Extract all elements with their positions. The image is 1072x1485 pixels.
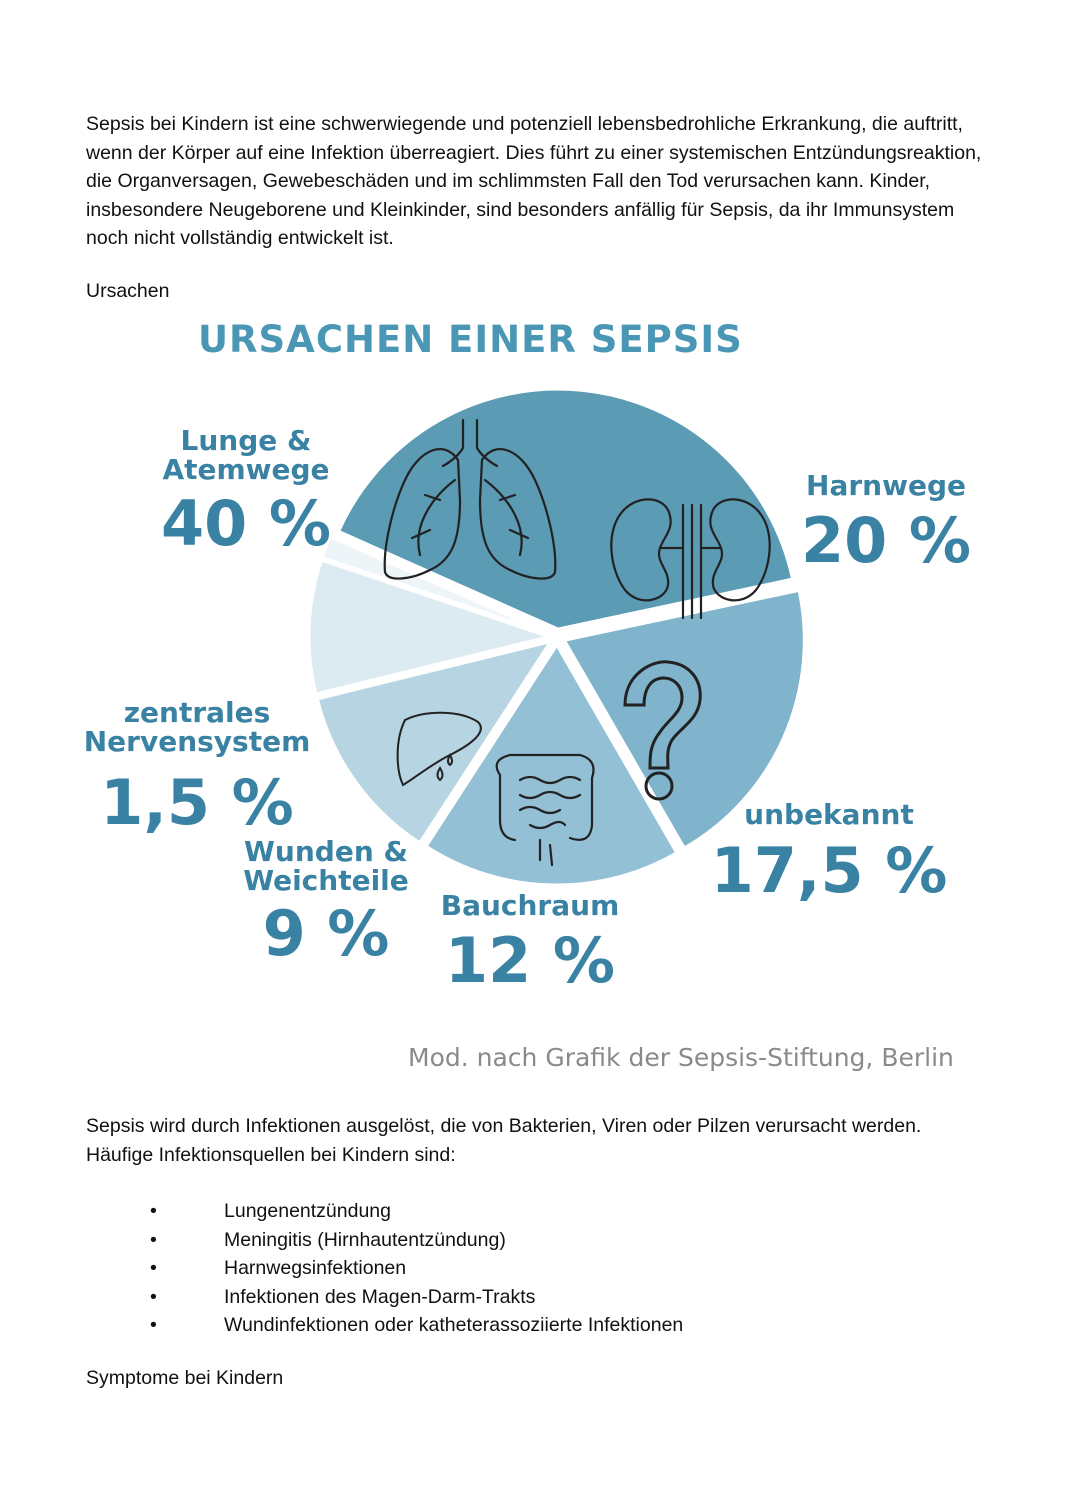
slice-label: Atemwege: [162, 453, 330, 486]
infection-source-list: [150, 1197, 683, 1340]
slice-value-label: 12 %: [445, 924, 615, 997]
list-item-text: Meningitis (Hirnhautentzündung): [224, 1228, 506, 1251]
list-item-text: Lungenentzündung: [224, 1200, 391, 1222]
slice-value-label: 20 %: [801, 504, 971, 577]
bullet-icon: •: [150, 1285, 157, 1308]
list-item: [150, 1283, 683, 1312]
slice-label: unbekannt: [744, 798, 914, 831]
bullet-icon: •: [150, 1200, 157, 1222]
chart-source: Mod. nach Grafik der Sepsis-Stiftung, Berlin: [408, 1043, 954, 1072]
list-item: [150, 1311, 683, 1340]
slice-value-label: 1,5 %: [100, 766, 294, 839]
section-heading-symptome: Symptome bei Kindern: [86, 1367, 284, 1389]
slice-label: Weichteile: [243, 864, 409, 897]
slice-label: Nervensystem: [83, 725, 311, 758]
list-item-text: Infektionen des Magen-Darm-Trakts: [224, 1285, 536, 1308]
bullet-icon: •: [150, 1228, 157, 1251]
list-item-text: Wundinfektionen oder katheterassoziierte Infektionen: [224, 1314, 684, 1336]
section-heading-ursachen: Ursachen: [86, 280, 170, 302]
slice-label: Bauchraum: [440, 889, 620, 922]
list-item-text: Harnwegsinfektionen: [224, 1257, 407, 1279]
list-item: [150, 1254, 683, 1283]
intro-paragraph: Sepsis bei Kindern ist eine schwerwiegende und potenziell lebensbedrohliche Erkrankung, die auftritt, wenn der Körper auf eine Infektion überreagiert. Dies führt zu einer systemischen Entzündungsreaktion, die Organversagen, Gewebeschäden und im schlimmsten Fall den Tod verursachen kann. Kinder, insbesondere Neugeborene und Kleinkinder, sind besonders anfällig für Sepsis, da ihr Immunsystem noch nicht vollständig entwickelt ist.: [86, 113, 982, 249]
causes-paragraph: Sepsis wird durch Infektionen ausgelöst, die von Bakterien, Viren oder Pilzen verursacht werden. Häufige Infektionsquellen bei Kindern sind:: [86, 1115, 922, 1166]
slice-value-label: 40 %: [161, 487, 331, 560]
slice-label: Wunden &: [244, 835, 408, 868]
slice-label: Harnwege: [806, 469, 966, 502]
pie-chart: [0, 300, 1072, 1100]
slice-value-label: 9 %: [262, 897, 390, 970]
list-item: [150, 1197, 683, 1226]
bullet-icon: •: [150, 1257, 157, 1279]
list-item: [150, 1226, 683, 1255]
slice-value-label: 17,5 %: [710, 834, 948, 907]
bullet-icon: •: [150, 1314, 157, 1336]
chart-title: URSACHEN EINER SEPSIS: [198, 318, 743, 361]
slice-label: Lunge &: [180, 424, 312, 457]
slice-label: zentrales: [123, 696, 271, 729]
